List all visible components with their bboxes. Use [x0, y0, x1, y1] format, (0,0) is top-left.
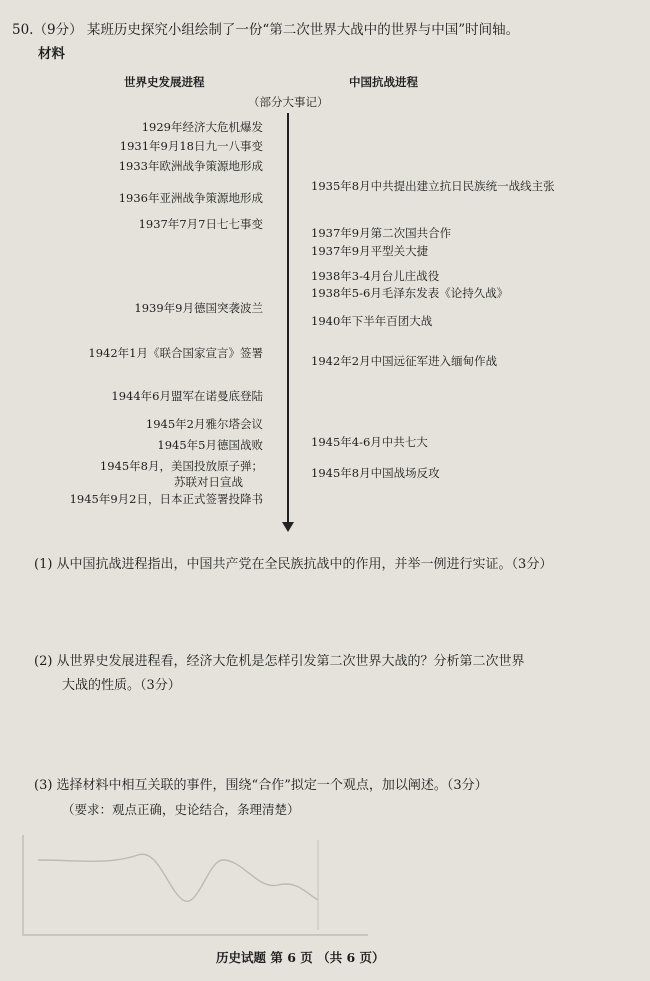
right-event: 1935年8月中共提出建立抗日民族统一战线主张 — [311, 179, 555, 193]
left-event: 1945年5月德国战败 — [157, 438, 263, 452]
left-event: 1945年8月，美国投放原子弹； — [99, 459, 263, 473]
left-column-title: 世界史发展进程 — [124, 75, 205, 89]
left-event: 1931年9月18日九一八事变 — [119, 139, 263, 153]
right-event: 1937年9月平型关大捷 — [311, 244, 429, 258]
right-event: 1940年下半年百团大战 — [311, 314, 433, 328]
right-event: 1937年9月第二次国共合作 — [311, 226, 452, 240]
material-label: 材料 — [38, 46, 65, 62]
left-event: 1929年经济大危机爆发 — [141, 120, 263, 134]
timeline-note: （部分大事记） — [248, 95, 329, 109]
left-event: 1937年7月7日七七事变 — [138, 217, 263, 231]
right-event: 1945年8月中国战场反攻 — [311, 466, 440, 480]
question-number: 50. — [12, 22, 34, 38]
question-header — [12, 18, 519, 38]
right-event: 1942年2月中国远征军进入缅甸作战 — [311, 354, 498, 368]
page-footer: 历史试题 第 6 页 （共 6 页） — [216, 950, 385, 965]
left-event: 1945年2月雅尔塔会议 — [145, 417, 263, 431]
question-score: （9分） — [33, 22, 83, 38]
left-event: 苏联对日宣战 — [174, 475, 243, 489]
left-event: 1944年6月盟军在诺曼底登陆 — [111, 389, 263, 403]
left-event: 1945年9月2日，日本正式签署投降书 — [69, 492, 263, 506]
timeline-axis — [287, 113, 289, 525]
timeline-arrow-icon — [282, 522, 294, 532]
right-event: 1938年5-6月毛泽东发表《论持久战》 — [311, 286, 509, 300]
left-event: 1942年1月《联合国家宣言》签署 — [88, 346, 263, 360]
sub-question-3-requirement: （要求：观点正确，史论结合，条理清楚） — [62, 802, 300, 817]
question-intro: 某班历史探究小组绘制了一份“第二次世界大战中的世界与中国”时间轴。 — [86, 22, 520, 38]
bleed-through-sketch — [18, 830, 378, 940]
right-column-title: 中国抗战进程 — [349, 75, 418, 89]
right-event: 1945年4-6月中共七大 — [311, 435, 428, 449]
left-event: 1933年欧洲战争策源地形成 — [118, 159, 263, 173]
right-event: 1938年3-4月台儿庄战役 — [311, 269, 440, 283]
sub-question-1: (1) 从中国抗战进程指出，中国共产党在全民族抗战中的作用，并举一例进行实证。（3分） — [34, 557, 553, 572]
sub-question-2-line1: (2) 从世界史发展进程看，经济大危机是怎样引发第二次世界大战的？分析第二次世界 — [34, 654, 525, 669]
left-event: 1936年亚洲战争策源地形成 — [118, 191, 263, 205]
sub-question-2-line2: 大战的性质。（3分） — [62, 678, 181, 693]
sub-question-3: (3) 选择材料中相互关联的事件，围绕“合作”拟定一个观点，加以阐述。（3分） — [34, 778, 488, 793]
left-event: 1939年9月德国突袭波兰 — [134, 301, 263, 315]
